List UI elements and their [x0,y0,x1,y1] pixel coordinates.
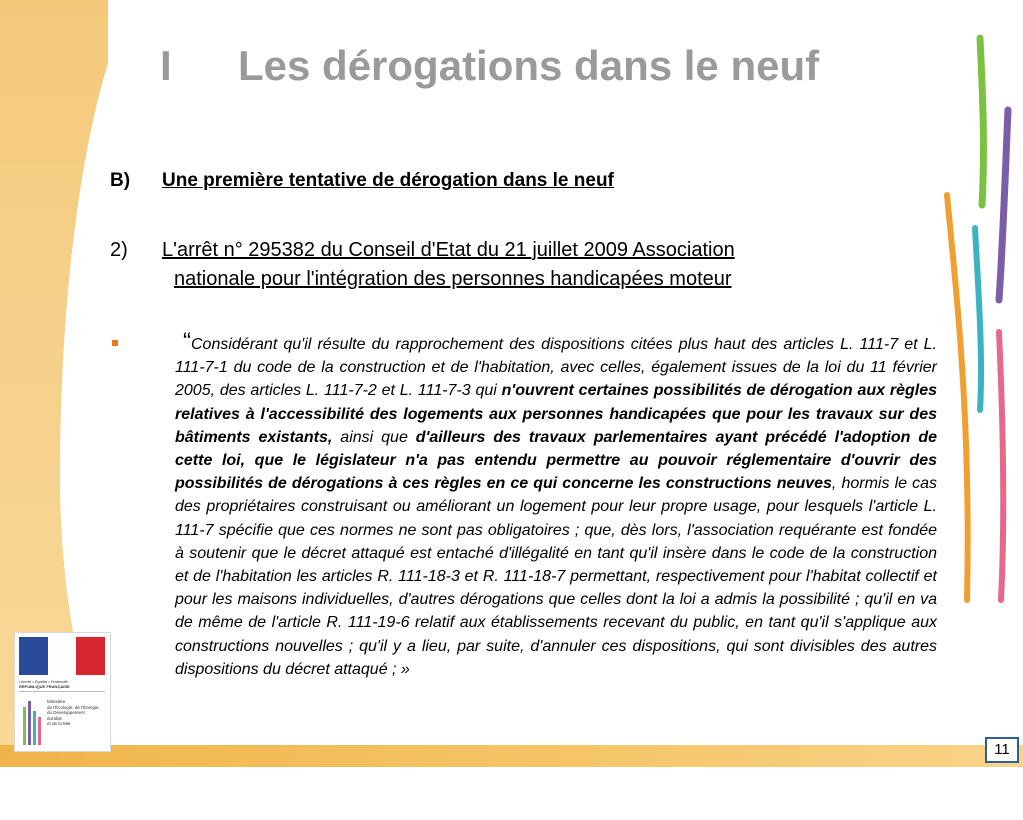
bullet-icon [112,340,118,346]
ministry-line: du Développement [47,710,85,715]
quote-part1: Considérant qu'il résulte du rapprochement des dispositions citées plus haut des articles L. 111-7 et L. 111-7-1 du code de la construction et de l'habitation, avec celles, également issues de la loi du 11 février 2005, des articles L. 111-7-2 et L. 111-7-3 qui [175,336,937,400]
logo-motto: Liberté • Égalité • Fraternité [19,679,68,684]
logo-republic: RÉPUBLIQUE FRANÇAISE [19,684,70,689]
item-text-line2: nationale pour l'intégration des personnes handicapées moteur [174,268,732,290]
green-stroke [980,38,983,205]
quote-open-mark: “ [183,328,191,355]
quote-paragraph [175,330,937,681]
item-label: 2) [110,239,128,261]
item-text-line1: L'arrêt n° 295382 du Conseil d'Etat du 21 juillet 2009 Association [162,239,735,261]
section-text: Une première tentative de dérogation dans le neuf [162,170,614,191]
ministry-line: durable [47,715,63,721]
logo-divider [19,691,105,692]
pink-stroke [999,332,1003,600]
ministry-logo [14,632,111,752]
logo-colored-bars-icon [21,697,43,747]
title-text: Les dérogations dans le neuf [238,42,820,89]
purple-stroke [999,110,1008,300]
page-number: 11 [985,737,1019,763]
bottom-decorative-band [0,745,1023,767]
title-number: I [160,42,172,89]
section-heading [110,170,614,192]
quote-bold2: d'ailleurs des travaux parlementaires ayant précédé l'adoption de cette loi, que le législateur n'a pas entendu permettre au pouvoir réglementaire d'ouvrir des possibilités de dérogations à ces règles en ce qui concerne les constructions neuves [175,428,938,493]
section-label: B) [110,170,131,191]
quote-part2: ainsi que [332,428,416,446]
teal-stroke [975,228,981,410]
slide-title [160,42,920,90]
ministry-line: de l'Écologie, de l'Énergie, [47,704,100,710]
marianne-flag-icon [19,637,105,675]
decorative-strokes [933,0,1023,767]
ministry-line: et de la Mer [47,721,71,726]
ministry-line: Ministère [47,699,66,704]
quote-part3: , hormis le cas des propriétaires construisant ou améliorant un logement pour leur propre usage, pour lesquels l'article L. 111-7 spécifie que ces normes ne sont pas obligatoires ; que, dès lors, l'association requérante est fondée à soutenir que le décret attaqué est entaché d'illégalité en tant qu'il insère dans le code de la construction et de l'habitation les articles R. 111-18-3 et R. 111-18-7 permettant, respectivement pour l'habitat collectif et pour les maisons individuelles, d'autres dérogations que celles dont la loi a admis la possibilité ; qu'il en va de même de l'article R. 111-19-6 relatif aux établissements recevant du public, en tant qu'il s'applique aux constructions nouvelles ; qu'il y a lieu, par suite, d'annuler ces dispositions, qui sont divisibles des autres dispositions du décret attaqué ; » [175,475,938,678]
logo-ministry-text [47,699,105,727]
orange-stroke [947,195,968,600]
quote-bold1: n'ouvrent certaines possibilités de dérogation aux règles relatives à l'accessibilité des logements aux personnes handicapées que pour les travaux sur des bâtiments existants, [175,382,937,446]
item-heading [110,236,910,294]
logo-republic-text [19,679,107,689]
